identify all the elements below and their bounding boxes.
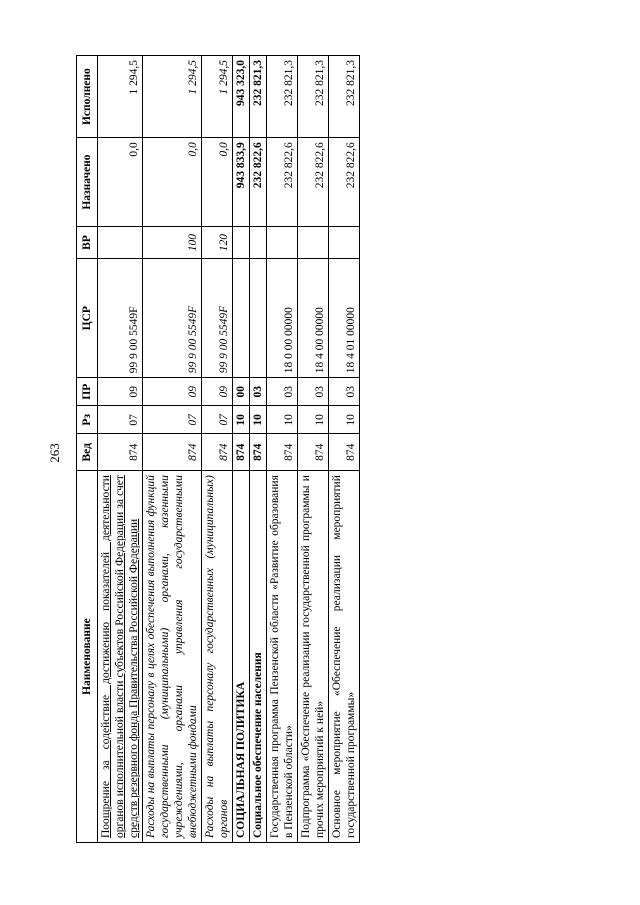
cell-assigned: 0,0 — [143, 138, 202, 227]
cell-name: Поощрение за содействие достижению показателей деятельности органов исполнительной власти субъектов Российской Федерации за счет средств резервного фонда Правительства Российской Федерации — [98, 471, 143, 843]
cell-executed: 1 294,5 — [143, 56, 202, 138]
cell-assigned: 232 822,6 — [298, 138, 329, 227]
cell-executed: 232 821,3 — [329, 56, 360, 138]
cell-executed: 1 294,5 — [202, 56, 233, 138]
cell-csr: 99 9 00 5549F — [143, 259, 202, 378]
col-header-rz: Рз — [77, 406, 98, 434]
cell-pr: 09 — [98, 378, 143, 406]
budget-table-container — [76, 55, 357, 843]
col-header-csr: ЦСР — [77, 259, 98, 378]
cell-executed: 232 821,3 — [250, 56, 267, 138]
cell-name: Государственная программа Пензенской области «Развитие образования в Пензенской области» — [267, 471, 298, 843]
col-header-ved: Вед — [77, 434, 98, 471]
cell-vr — [233, 226, 250, 258]
table-row — [298, 56, 329, 843]
col-header-name: Наименование — [77, 471, 98, 843]
col-header-vr: ВР — [77, 226, 98, 258]
cell-csr: 99 9 00 5549F — [202, 259, 233, 378]
cell-ved: 874 — [143, 434, 202, 471]
col-header-executed: Исполнено — [77, 56, 98, 138]
cell-vr: 100 — [143, 226, 202, 258]
cell-csr: 18 4 01 00000 — [329, 259, 360, 378]
cell-rz: 07 — [98, 406, 143, 434]
cell-rz: 10 — [329, 406, 360, 434]
page-number: 263 — [47, 443, 62, 463]
cell-vr — [98, 226, 143, 258]
cell-ved: 874 — [267, 434, 298, 471]
cell-pr: 03 — [267, 378, 298, 406]
cell-csr: 18 4 00 00000 — [298, 259, 329, 378]
cell-assigned: 232 822,6 — [250, 138, 267, 227]
cell-assigned: 0,0 — [202, 138, 233, 227]
cell-rz: 10 — [298, 406, 329, 434]
cell-name: Расходы на выплаты персоналу в целях обеспечения выполнения функций государственными (муниципальными) органами, казенными учреждениями, органами управления государственными внебюджетными фондами — [143, 471, 202, 843]
cell-pr: 00 — [233, 378, 250, 406]
cell-name: Расходы на выплаты персоналу государственных (муниципальных) органов — [202, 471, 233, 843]
table-row — [143, 56, 202, 843]
cell-name: Социальное обеспечение населения — [250, 471, 267, 843]
cell-ved: 874 — [98, 434, 143, 471]
table-row — [98, 56, 143, 843]
col-header-pr: ПР — [77, 378, 98, 406]
cell-vr — [250, 226, 267, 258]
cell-pr: 03 — [250, 378, 267, 406]
cell-executed: 1 294,5 — [98, 56, 143, 138]
table-header-row — [77, 56, 98, 843]
cell-ved: 874 — [233, 434, 250, 471]
cell-vr — [329, 226, 360, 258]
cell-executed: 232 821,3 — [298, 56, 329, 138]
cell-assigned: 0,0 — [98, 138, 143, 227]
table-row — [329, 56, 360, 843]
cell-csr — [250, 259, 267, 378]
cell-assigned: 232 822,6 — [267, 138, 298, 227]
cell-vr — [267, 226, 298, 258]
cell-rz: 10 — [267, 406, 298, 434]
table-row — [233, 56, 250, 843]
cell-ved: 874 — [298, 434, 329, 471]
cell-ved: 874 — [250, 434, 267, 471]
cell-pr: 03 — [329, 378, 360, 406]
cell-csr: 18 0 00 00000 — [267, 259, 298, 378]
cell-name: Подпрограмма «Обеспечение реализации государственной программы и прочих мероприятий к ней» — [298, 471, 329, 843]
cell-rz: 07 — [143, 406, 202, 434]
cell-vr — [298, 226, 329, 258]
cell-assigned: 232 822,6 — [329, 138, 360, 227]
cell-ved: 874 — [202, 434, 233, 471]
cell-rz: 07 — [202, 406, 233, 434]
cell-pr: 09 — [143, 378, 202, 406]
cell-name: СОЦИАЛЬНАЯ ПОЛИТИКА — [233, 471, 250, 843]
cell-rz: 10 — [233, 406, 250, 434]
cell-csr: 99 9 00 5549F — [98, 259, 143, 378]
table-row — [267, 56, 298, 843]
cell-name: Основное мероприятие «Обеспечение реализации мероприятий государственной программы» — [329, 471, 360, 843]
table-row — [250, 56, 267, 843]
col-header-assigned: Назначено — [77, 138, 98, 227]
budget-table — [76, 55, 360, 843]
cell-rz: 10 — [250, 406, 267, 434]
cell-pr: 03 — [298, 378, 329, 406]
cell-executed: 232 821,3 — [267, 56, 298, 138]
cell-assigned: 943 833,9 — [233, 138, 250, 227]
table-row — [202, 56, 233, 843]
cell-vr: 120 — [202, 226, 233, 258]
cell-ved: 874 — [329, 434, 360, 471]
cell-executed: 943 323,0 — [233, 56, 250, 138]
cell-csr — [233, 259, 250, 378]
cell-pr: 09 — [202, 378, 233, 406]
